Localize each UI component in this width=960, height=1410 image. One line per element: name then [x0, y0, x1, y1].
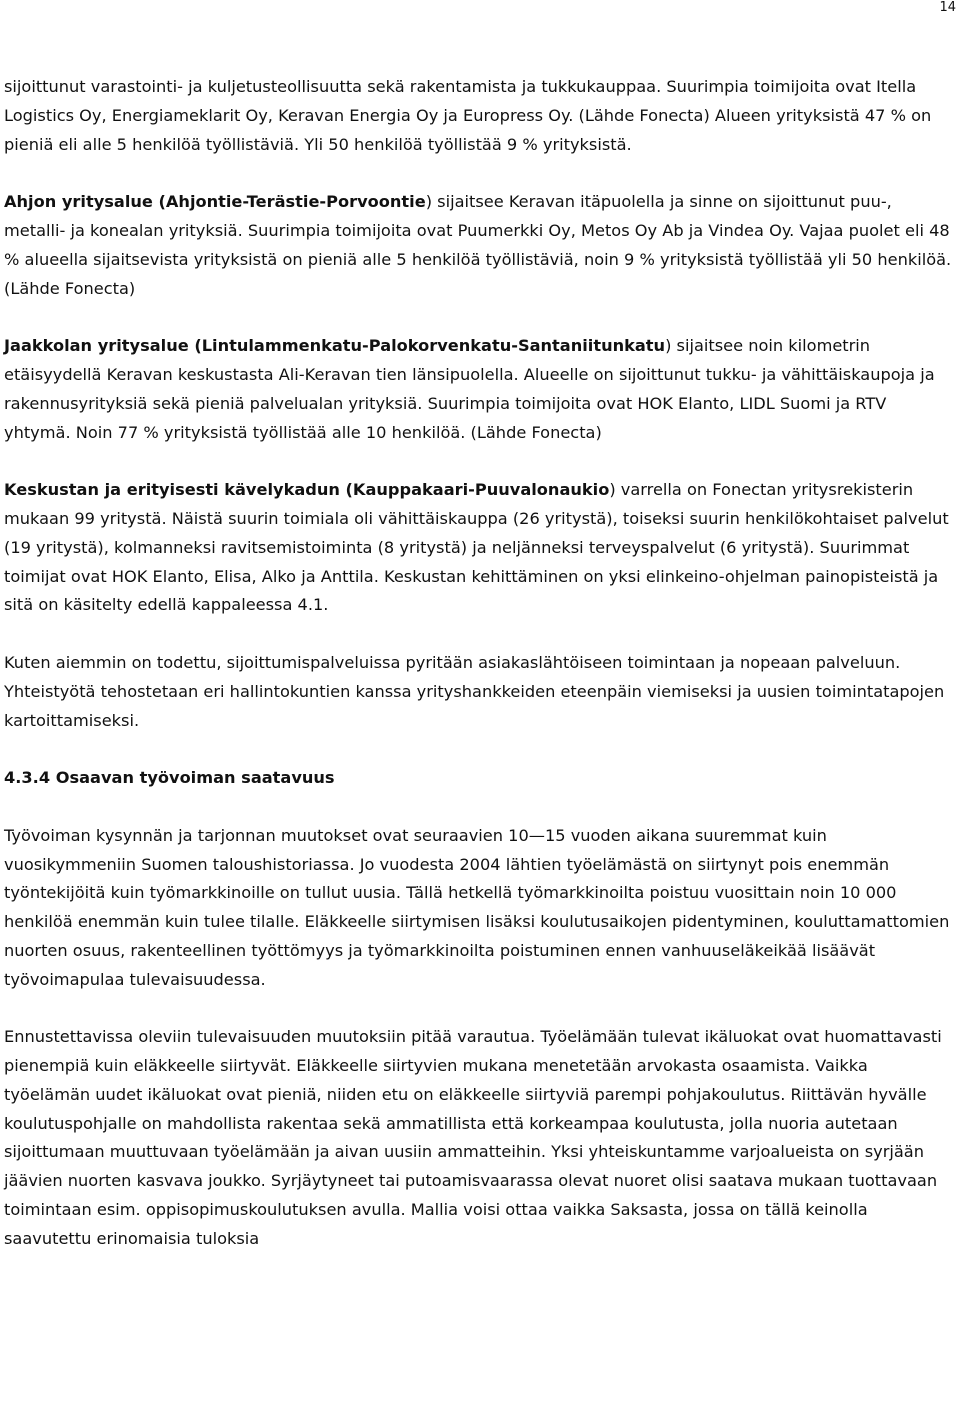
document-body	[4, 73, 958, 1282]
area-name-keskusta: Keskustan ja erityisesti kävelykadun (Kauppakaari-Puuvalonaukio	[4, 480, 610, 500]
paragraph-ahjo	[4, 188, 958, 303]
paragraph-ennuste: Ennustettavissa oleviin tulevaisuuden muutoksiin pitää varautua. Työelämään tulevat ikäluokat ovat huomattavasti pienempiä kuin eläkkeelle siirtyvät. Eläkkeelle siirtyvien mukana menetetään arvokasta osaamista. Vaikka työelämän uudet ikäluokat ovat pieniä, niiden etu on eläkkeelle siirtyviä parempi pohjakoulutus. Riittävän hyvälle koulutuspohjalle on mahdollista rakentaa sekä ammatillista että korkeampaa koulutusta, jolla nuoria autetaan sijoittumaan muuttuvaan työelämään ja aivan uusiin ammatteihin. Yksi yhteiskuntamme varjoalueista on syrjään jäävien nuorten kasvava joukko. Syrjäytyneet tai putoamisvaarassa olevat nuoret olisi saatava mukaan tuottavaan toimintaan esim. oppisopimuskoulutuksen avulla. Mallia voisi ottaa vaikka Saksasta, jossa on tällä keinolla saavutettu erinomaisia tuloksia	[4, 1027, 942, 1248]
paragraph-keskusta	[4, 476, 958, 620]
area-name-ahjo: Ahjon yritysalue (Ahjontie-Terästie-Porvoontie	[4, 192, 426, 212]
page-number: 14	[939, 0, 956, 15]
section-heading: 4.3.4 Osaavan työvoiman saatavuus	[4, 768, 335, 788]
paragraph-text: sijoittunut varastointi- ja kuljetusteollisuutta sekä rakentamista ja tukkukauppaa. Suurimpia toimijoita ovat Itella Logistics Oy, Energiameklarit Oy, Keravan Energia Oy ja Europress Oy. (Lähde Fonecta) Alueen yrityksistä 47 % on pieniä eli alle 5 henkilöä työllistäviä. Yli 50 henkilöä työllistää 9 % yrityksistä.	[4, 77, 932, 154]
paragraph-tyovoima: Työvoiman kysynnän ja tarjonnan muutokset ovat seuraavien 10—15 vuoden aikana suuremmat kuin vuosikymmeniin Suomen taloushistoriassa. Jo vuodesta 2004 lähtien työelämästä on siirtynyt pois enemmän työntekijöitä kuin työmarkkinoille on tullut uusia. Tällä hetkellä työmarkkinoilta poistuu vuosittain noin 10 000 henkilöä enemmän kuin tulee tilalle. Eläkkeelle siirtymisen lisäksi koulutusaikojen pidentyminen, kouluttamattomien nuorten osuus, rakenteellinen työttömyys ja työmarkkinoilta poistuminen ennen vanhuuseläkeikää lisäävät työvoimapulaa tulevaisuudessa.	[4, 825, 950, 989]
paragraph-jaakkola	[4, 332, 958, 447]
paragraph-sijoittumispalvelut	[4, 649, 958, 735]
area-name-jaakkola: Jaakkolan yritysalue (Lintulammenkatu-Palokorvenkatu-Santaniitunkatu	[4, 336, 666, 356]
paragraph-text: ) varrella on Fonectan yritysrekisterin mukaan 99 yritystä. Näistä suurin toimiala oli vähittäiskauppa (26 yritystä), toiseksi suurin henkilökohtaiset palvelut (19 yritystä), kolmanneksi ravitsemistoiminta (8 yritystä) ja neljänneksi terveyspalvelut (6 yritystä). Suurimmat toimijat ovat HOK Elanto, Elisa, Alko ja Anttila. Keskustan kehittäminen on yksi elinkeino-ohjelman painopisteistä ja sitä on käsitelty edellä kappaleessa 4.1.	[4, 480, 949, 615]
paragraph-text: ) sijaitsee noin kilometrin etäisyydellä Keravan keskustasta Ali-Keravan tien länsipuolella. Alueelle on sijoittunut tukku- ja vähittäiskaupoja ja rakennusyrityksiä sekä pieniä palvelualan yrityksiä. Suurimpia toimijoita ovat HOK Elanto, LIDL Suomi ja RTV yhtymä. Noin 77 % yrityksistä työllistää alle 10 henkilöä. (Lähde Fonecta)	[4, 336, 935, 442]
paragraph-logistics	[4, 73, 958, 159]
paragraph-text: ) sijaitsee Keravan itäpuolella ja sinne on sijoittunut puu-, metalli- ja konealan yrityksiä. Suurimpia toimijoita ovat Puumerkki Oy, Metos Oy Ab ja Vindea Oy. Vajaa puolet eli 48 % alueella sijaitsevista yrityksistä on pieniä alle 5 henkilöä työllistäviä, noin 9 % yrityksistä työllistää yli 50 henkilöä. (Lähde Fonecta)	[4, 192, 952, 298]
paragraph-text: Kuten aiemmin on todettu, sijoittumispalveluissa pyritään asiakaslähtöiseen toimintaan ja nopeaan palveluun. Yhteistyötä tehostetaan eri hallintokuntien kanssa yrityshankkeiden eteenpäin viemiseksi ja uusien toimintatapojen kartoittamiseksi.	[4, 652, 945, 730]
